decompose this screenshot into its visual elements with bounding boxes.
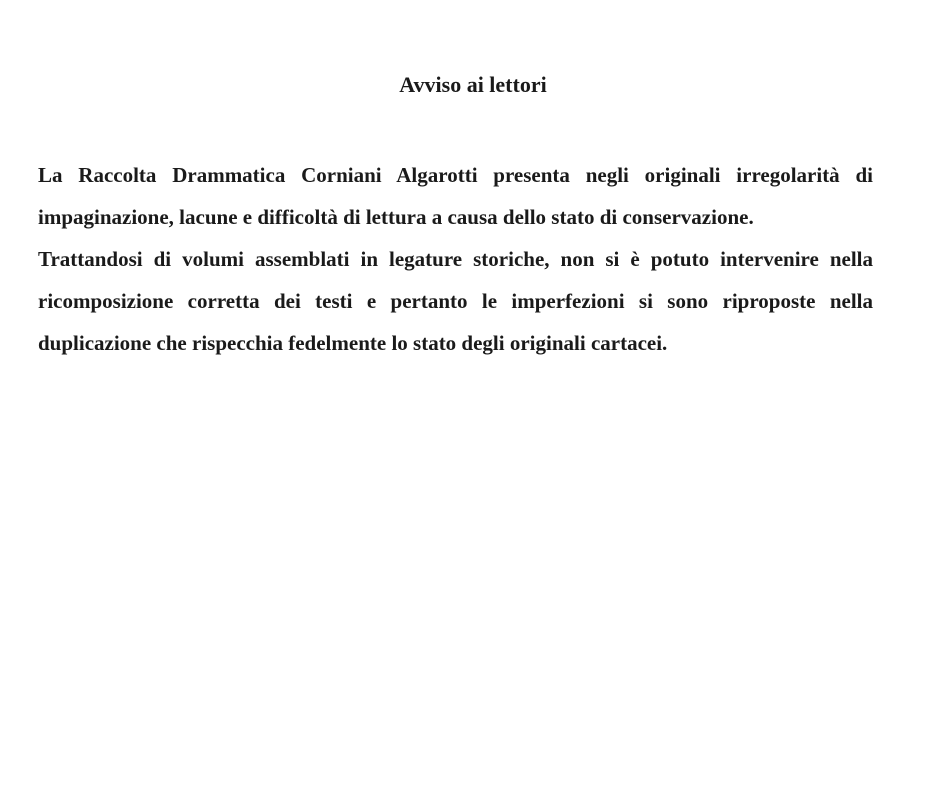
paragraph-1: La Raccolta Drammatica Corniani Algarotti presenta negli originali irregolarità di impaginazione, lacune e difficoltà di lettura a causa dello stato di conservazione. <box>38 163 873 229</box>
paragraph-2: Trattandosi di volumi assemblati in legature storiche, non si è potuto intervenire nella ricomposizione corretta dei testi e pertanto le imperfezioni si sono riproposte nella duplicazione che rispecchia fedelmente lo stato degli originali cartacei. <box>38 247 873 355</box>
document-title: Avviso ai lettori <box>399 72 547 97</box>
document-body <box>38 154 873 364</box>
